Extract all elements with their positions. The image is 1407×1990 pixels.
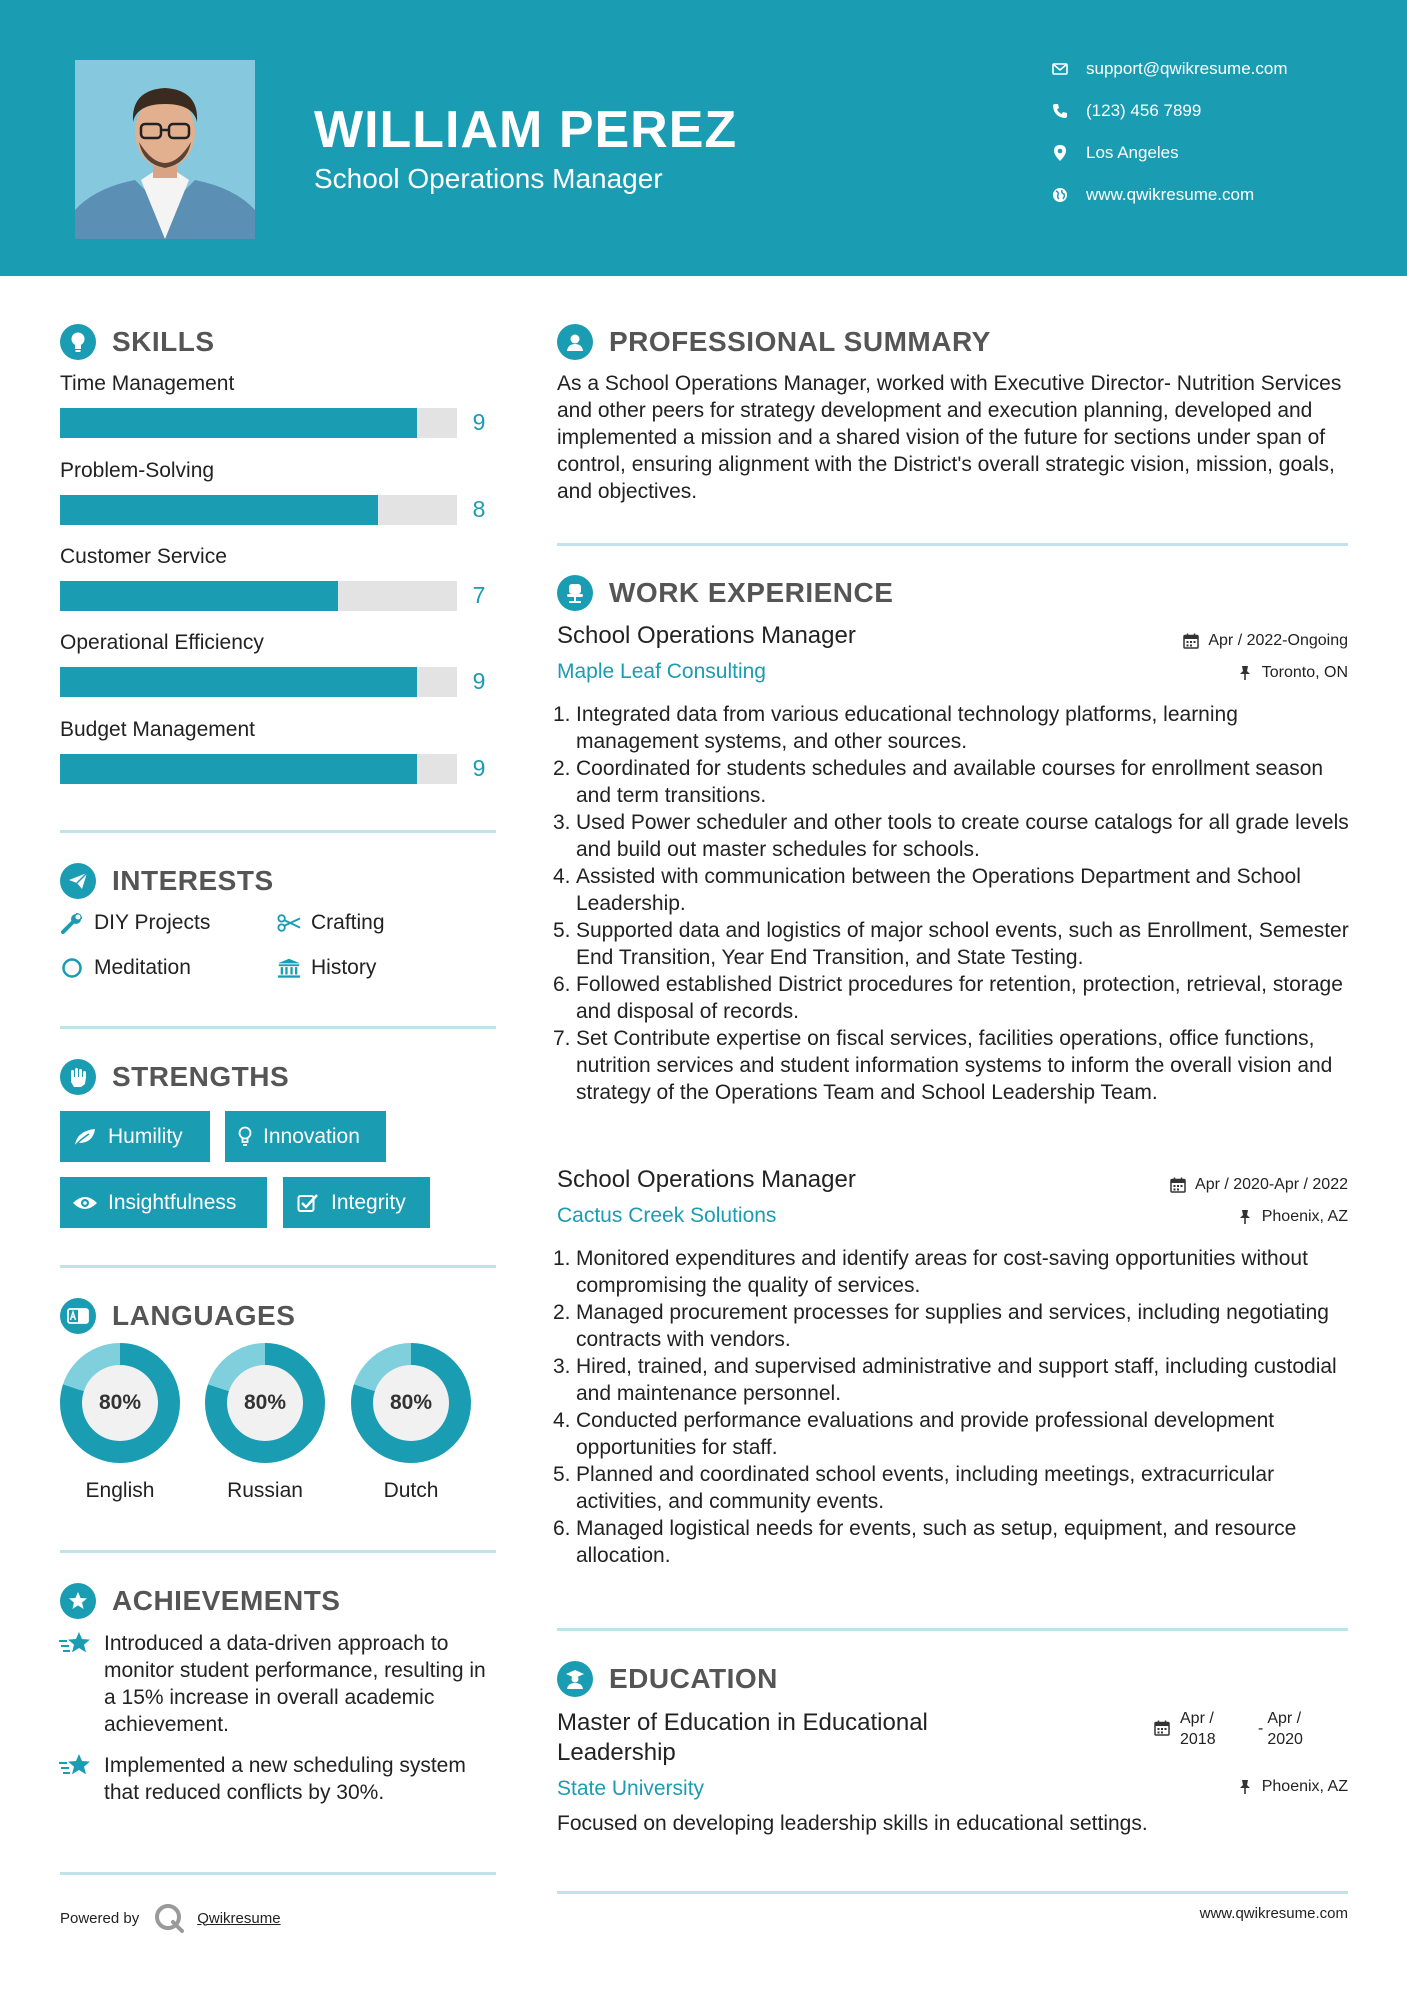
skill-label: Problem-Solving [60,459,215,482]
skill-bar-fill [60,667,417,697]
skill-label: Customer Service [60,545,227,568]
skill-score: 9 [472,668,486,694]
globe-icon [1050,185,1070,205]
language-percent: 80% [227,1365,303,1441]
job-duties [553,1245,1357,1569]
duty-number: 1. [553,703,571,726]
job-dates-text: Apr / 2020-Apr / 2022 [1195,1176,1348,1193]
skill-label: Budget Management [60,718,255,741]
skill-bar-fill [60,408,417,438]
duty-number: 1. [553,1247,571,1270]
language-progress-ring [351,1343,471,1463]
section-divider [557,1891,1348,1894]
candidate-name: WILLIAM PEREZ [314,101,738,159]
pushpin-icon [1236,664,1254,682]
paper-plane-icon [60,863,96,899]
museum-icon [277,956,301,980]
strength-badge [225,1111,386,1162]
duty-item [553,1353,1357,1407]
user-icon [557,324,593,360]
job-location-text: Phoenix, AZ [1261,1208,1348,1225]
job-role: School Operations Manager [557,622,856,649]
graduate-icon [557,1661,593,1697]
achievements-title: ACHIEVEMENTS [112,1585,341,1616]
interests-heading [60,862,274,900]
interest-label: Crafting [311,911,385,934]
education-start-text [1180,1708,1216,1750]
strength-badge [60,1111,210,1162]
experience-heading [557,574,893,612]
skills-heading [60,323,215,361]
language-name: Dutch [383,1479,439,1502]
education-location [1236,1776,1348,1798]
education-description: Focused on developing leadership skills in educational settings. [557,1812,1148,1835]
duty-number: 4. [553,865,571,888]
duty-number: 4. [553,1409,571,1432]
duty-item [553,1245,1357,1299]
language-progress-ring [60,1343,180,1463]
duty-text: Assisted with communication between the Operations Department and School Leadership. [576,865,1301,915]
skill-score: 9 [472,755,486,781]
job-dates [1169,1174,1348,1196]
calendar-icon [1169,1176,1187,1194]
language-icon [60,1298,96,1334]
duty-item [553,1299,1357,1353]
strength-badge [283,1177,430,1228]
wrench-icon [60,911,84,935]
experience-title: WORK EXPERIENCE [609,577,894,608]
job-company: Maple Leaf Consulting [557,660,766,683]
summary-heading [557,323,991,361]
duty-number: 5. [553,1463,571,1486]
section-divider [60,1872,496,1875]
section-divider [60,1550,496,1553]
pushpin-icon [1236,1208,1254,1226]
star-badge-icon [60,1583,96,1619]
strengths-title: STRENGTHS [112,1061,290,1092]
contact-email-text: support@qwikresume.com [1086,59,1288,78]
education-date-separator: - [1258,1720,1264,1737]
interest-item [60,953,191,983]
checkbox-icon [295,1191,321,1215]
education-school: State University [557,1777,705,1800]
interest-label: Meditation [94,956,191,979]
contact-phone-text: (123) 456 7899 [1086,101,1202,120]
duty-item [553,1407,1357,1461]
skill-label: Time Management [60,372,235,395]
duty-item [553,701,1357,755]
job-location [1236,662,1348,684]
languages-heading [60,1297,295,1335]
education-title: EDUCATION [609,1663,778,1694]
envelope-icon [1050,59,1070,79]
language-name: Russian [227,1479,303,1502]
job-location [1236,1206,1348,1228]
education-location-text: Phoenix, AZ [1261,1778,1348,1795]
interest-label: History [311,956,377,979]
duty-text: Followed established District procedures for retention, protection, retrieval, storage and disposal of records. [576,973,1343,1023]
contact-website[interactable] [1050,183,1254,207]
lightbulb-icon [237,1125,253,1149]
education-end-text [1267,1708,1303,1750]
lightbulb-icon [60,324,96,360]
duty-item [553,1025,1357,1106]
strengths-heading [60,1058,289,1096]
job-duties [553,701,1357,1106]
resume-header [0,0,1407,276]
footer-website-link[interactable]: www.qwikresume.com [1199,1905,1348,1922]
calendar-icon [1154,1720,1172,1738]
duty-number: 5. [553,919,571,942]
section-divider [60,1026,496,1029]
interest-item [277,953,376,983]
qwikresume-logo-icon [153,1902,185,1934]
language-percent: 80% [82,1365,158,1441]
contact-email[interactable] [1050,57,1288,81]
skill-score: 8 [472,496,486,522]
duty-text: Managed logistical needs for events, such as setup, equipment, and resource allocation. [576,1517,1297,1567]
section-divider [60,830,496,833]
powered-by [60,1900,281,1936]
education-end-date [1258,1708,1303,1750]
section-divider [60,1265,496,1268]
leaf-icon [72,1125,98,1149]
education-heading [557,1660,778,1698]
contact-location [1050,141,1179,165]
duty-number: 6. [553,1517,571,1540]
job-dates-text: Apr / 2022-Ongoing [1208,632,1348,649]
summary-title: PROFESSIONAL SUMMARY [609,326,991,357]
profile-photo [75,60,255,239]
achievements-heading [60,1582,340,1620]
duty-number: 7. [553,1027,571,1050]
duty-text: Monitored expenditures and identify areas for cost-saving opportunities without compromising the quality of services. [576,1247,1308,1297]
duty-text: Conducted performance evaluations and provide professional development opportunities for staff. [576,1409,1275,1459]
skills-title: SKILLS [112,326,215,357]
summary-text: As a School Operations Manager, worked with Executive Director- Nutrition Services and other peers for strategy development and execution planning, developed and implemented a mission and a shared vision of the future for sections under span of control, ensuring alignment with the District's overall strategic vision, mission, goals, and objectives. [557,372,1342,503]
strength-label: Humility [108,1124,183,1148]
duty-text: Used Power scheduler and other tools to create course catalogs for all grade levels and build out master schedules for schools. [576,811,1349,861]
interests-title: INTERESTS [112,865,274,896]
star-icon [58,1630,92,1658]
duty-item [553,917,1357,971]
education-start-month: Apr / [1180,1710,1214,1727]
duty-text: Set Contribute expertise on fiscal services, facilities operations, office functions, nutrition services and student information systems to inform the overall vision and strategy of the Operations Team and School Leadership Team. [576,1027,1333,1104]
language-percent: 80% [373,1365,449,1441]
scissors-icon [277,911,301,935]
job-company: Cactus Creek Solutions [557,1204,777,1227]
duty-text: Planned and coordinated school events, including meetings, extracurricular activities, and community events. [576,1463,1275,1513]
strength-badge [60,1177,267,1228]
duty-number: 3. [553,1355,571,1378]
skill-bar [60,581,457,611]
star-icon [58,1752,92,1780]
skill-bar [60,754,457,784]
contact-location-text: Los Angeles [1086,143,1179,162]
interest-item [277,908,385,938]
education-end-month: Apr / [1267,1710,1302,1727]
duty-text: Hired, trained, and supervised administrative and support staff, including custodial and maintenance personnel. [576,1355,1337,1405]
strength-label: Insightfulness [108,1190,237,1214]
duty-item [553,1515,1357,1569]
skill-bar [60,667,457,697]
contact-phone[interactable] [1050,99,1201,123]
duty-text: Supported data and logistics of major school events, such as Enrollment, Semester End Transition, Year End Transition, and State Testing. [576,919,1349,969]
qwikresume-link[interactable]: Qwikresume [197,1909,281,1927]
duty-number: 2. [553,757,571,780]
duty-item [553,809,1357,863]
job-role: School Operations Manager [557,1166,856,1193]
job-dates [1182,630,1348,652]
raised-fist-icon [60,1059,96,1095]
candidate-title: School Operations Manager [314,163,663,194]
duty-number: 6. [553,973,571,996]
strength-label: Innovation [263,1124,360,1148]
duty-text: Coordinated for students schedules and available courses for enrollment season and term transitions. [576,757,1324,807]
education-end-year: 2020 [1267,1731,1303,1748]
pushpin-icon [1236,1778,1254,1796]
skill-score: 9 [472,409,486,435]
contact-website-text: www.qwikresume.com [1086,185,1255,204]
section-divider [557,543,1348,546]
interest-item [60,908,210,938]
achievement-text: Introduced a data-driven approach to monitor student performance, resulting in a 15% increase in overall academic achievement. [104,1632,486,1736]
strength-label: Integrity [331,1190,406,1214]
skill-bar [60,408,457,438]
phone-icon [1050,101,1070,121]
skill-label: Operational Efficiency [60,631,264,654]
language-progress-ring [205,1343,325,1463]
map-pin-icon [1050,143,1070,163]
duty-number: 2. [553,1301,571,1324]
eye-icon [72,1191,98,1215]
duty-item [553,971,1357,1025]
duty-item [553,863,1357,917]
interest-label: DIY Projects [94,911,211,934]
skill-bar-fill [60,754,417,784]
job-location-text: Toronto, ON [1261,664,1348,681]
duty-number: 3. [553,811,571,834]
circle-icon [60,956,84,980]
education-degree: Master of Education in Educational Leadership [557,1709,928,1766]
section-divider [557,1628,1348,1631]
skill-bar-fill [60,495,378,525]
skill-bar-fill [60,581,338,611]
duty-text: Integrated data from various educational technology platforms, learning management systems, and other sources. [576,703,1238,753]
calendar-icon [1182,632,1200,650]
powered-by-label: Powered by [60,1909,140,1927]
education-start-date [1154,1708,1216,1750]
education-start-year: 2018 [1180,1731,1216,1748]
language-name: English [85,1479,155,1502]
achievement-text: Implemented a new scheduling system that reduced conflicts by 30%. [104,1754,466,1804]
languages-title: LANGUAGES [112,1300,296,1331]
duty-text: Managed procurement processes for supplies and services, including negotiating contracts with vendors. [576,1301,1329,1351]
skill-bar [60,495,457,525]
skill-score: 7 [472,582,486,608]
office-chair-icon [557,575,593,611]
duty-item [553,755,1357,809]
duty-item [553,1461,1357,1515]
